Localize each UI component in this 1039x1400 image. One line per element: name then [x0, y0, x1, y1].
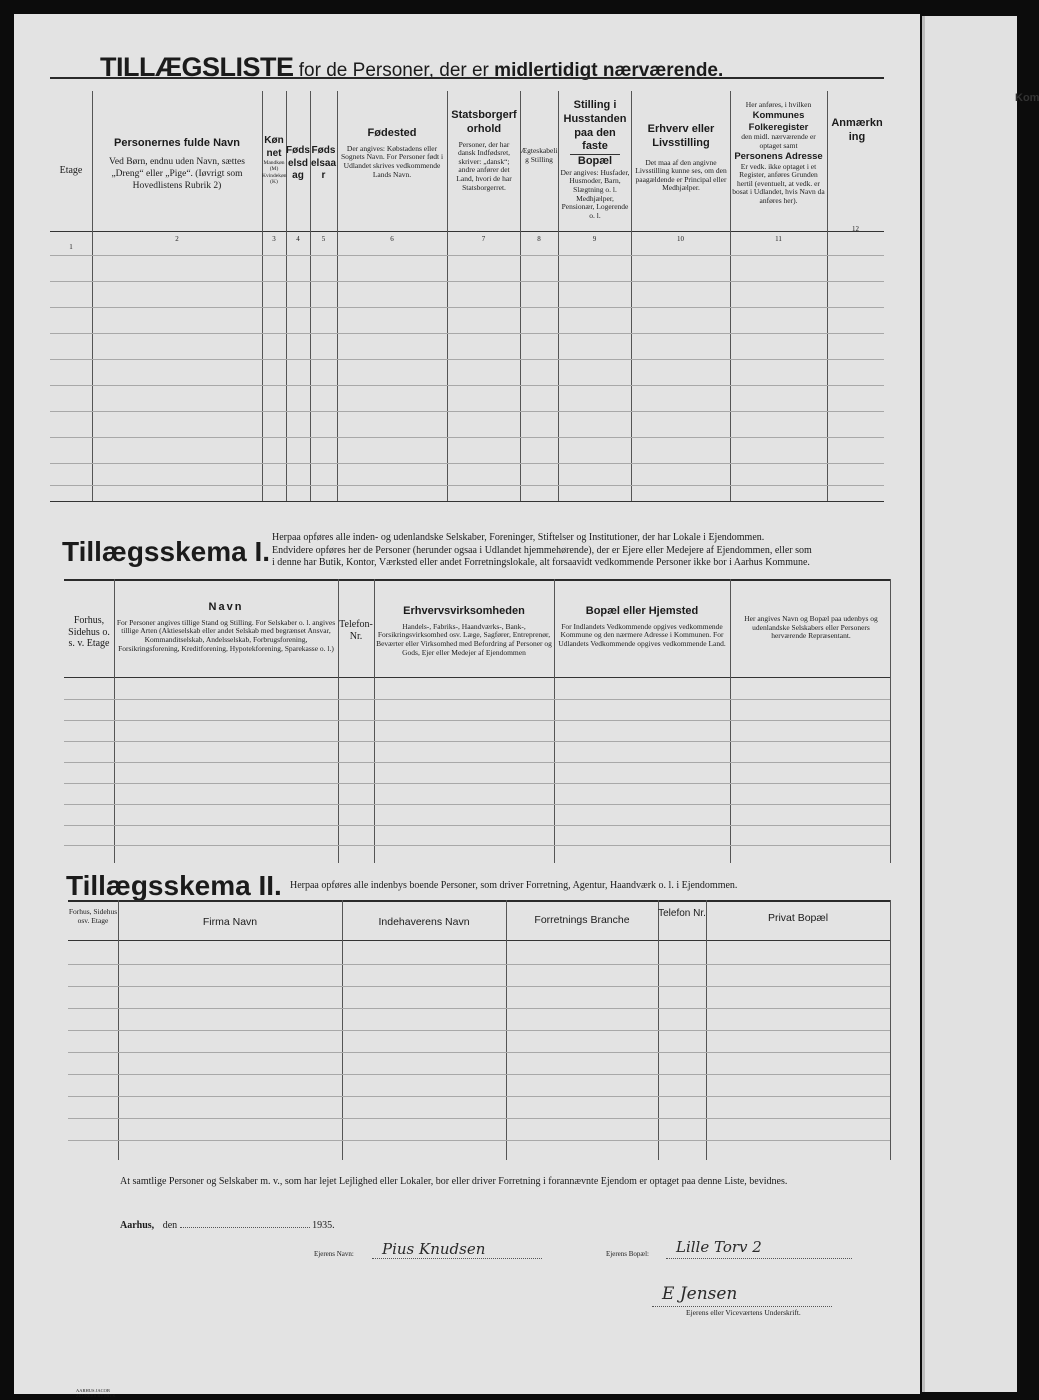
col-dag-header: Fødselsdag [286, 145, 310, 181]
page-title: TILLÆGSLISTE for de Personer, der er midlertidigt nærværende. [100, 52, 724, 82]
col-num: 3 [272, 235, 276, 243]
col-navn-header: Personernes fulde Navn Ved Børn, endnu uden Navn, sættes „Dreng“ eller „Pige“. (Iøvrigt som Hovedlistens Rubrik 2) [109, 137, 245, 191]
s2-col-indehaver-header: Indehaverens Navn [378, 916, 470, 928]
col-num: 8 [537, 235, 541, 243]
skema1-title: Tillægsskema I. [62, 536, 271, 567]
form-sheet [14, 14, 920, 1399]
s2-col-branche-header: Forretnings Branche [534, 914, 630, 926]
skema2-table [68, 900, 890, 1160]
col-num: 5 [321, 235, 326, 243]
col-num: 11 [775, 235, 782, 243]
skema1-table [64, 579, 890, 863]
s2-col-privat-header: Privat Bopæl [767, 912, 829, 924]
col-etage-header: Etage [59, 165, 83, 176]
date-line: Aarhus, den 1935. [120, 1220, 335, 1231]
printer-mark: AARHUS JACOB ZEUNERS BYTRYK [76, 1388, 116, 1399]
col-num: 9 [592, 235, 597, 243]
s1-col-repr-header: Her angives Navn og Bopæl paa udenbys og udenlandske Selskabers eller Personers herværende Repræsentant. [744, 614, 878, 641]
attestation-text: At samtlige Personer og Selskaber m. v., som har lejet Lejlighed eller Lokaler, bor eller driver Forretning i forannævnte Ejendom er optaget paa denne Liste, bevidnes. [120, 1176, 788, 1187]
address-label: Ejerens Bopæl: [606, 1250, 649, 1258]
col-erhverv-header: Erhverv eller Livsstilling Det maa af den angivne Livsstilling kunne ses, om den paagældende er Principal eller Medhjælper. [635, 123, 727, 193]
col-aar-header: Fødselsaar [310, 145, 337, 181]
s1-col-navn-header: Navn For Personer angives tillige Stand og Stilling. For Selskaber o. l. angives tillige Arten (Aktieselskab eller andet Selskab med begrænset Ansvar, Kommanditselskab, Andelsselskab, Forbrugsforening, Forsikringsforening, Kreditforening, Hypotekforening, Sparekasse o. l.) [116, 601, 336, 653]
col-stats-header: Statsborgerforhold Personer, der har dansk Indfødsret, skriver: „dansk“; andre anfører det Land, hvori de har Statsborgerret. [451, 109, 517, 192]
col-num: 7 [481, 235, 486, 243]
col-fodested-header: Fødested Der angives: Købstadens eller Sognets Navn. For Personer født i Udlandet skrives vedkommende Lands Navn. [340, 127, 444, 179]
owner-name: Pius Knudsen [382, 1240, 486, 1258]
s2-col-forhus-header: Forhus, Sidehus osv. Etage [68, 907, 118, 925]
col-num: 1 [69, 243, 73, 251]
next-page-text: Kom [1015, 92, 1039, 104]
skema2-description: Herpaa opføres alle indenbys boende Personer, som driver Forretning, Agentur, Haandværk o. l. i Ejendommen. [290, 880, 738, 891]
s1-col-telefon-header: Telefon-Nr. [339, 619, 373, 642]
s1-col-bopael-header: Bopæl eller Hjemsted For Indlandets Vedkommende opgives vedkommende Kommune og den nærmere Adresse i Kommunen. For Udlandets Vedkommende opgives vedkommende Land. [558, 605, 726, 648]
skema1-description: Herpaa opføres alle inden- og udenlandske Selskaber, Foreninger, Stiftelser og Institutioner, der har Lokale i Ejendommen. Endvidere opføres her de Personer (herunder ogsaa i Udlandet hjemmehørende), der er Ejere eller Medejere af Ejendommen, eller som i denne har Butik, Kontor, Værksted eller andet Forretningslokale, alt forsaavidt vedkommende Personer ikke bor i Aarhus Kommune. [272, 532, 812, 568]
s1-col-forhus-header: Forhus, Sidehus o. s. v. Etage [68, 615, 110, 649]
owner-label: Ejerens Navn: [314, 1250, 354, 1258]
col-anmaerkning-header: Anmærkning [831, 117, 883, 143]
skema2-title: Tillægsskema II. [66, 870, 282, 901]
col-num: 4 [296, 235, 300, 243]
col-stilling-header: Stilling i Husstanden paa den faste Bopæl Der angives: Husfader, Husmoder, Barn, Slægtning o. l. Medhjælper, Pensionær, Logerende o. l. [560, 99, 630, 220]
col-register-header: Her anføres, i hvilken Kommunes Folkeregister den midl. nærværende er optaget samt Personens Adresse Er vedk. ikke optaget i et Register, anføres Grunden hertil (eventuelt, at vedk. er bosat i Udlandet, hvis Navn da anføres her). [732, 100, 825, 205]
col-aegte-header: Ægteskabelig Stilling [520, 146, 558, 164]
col-num: 6 [390, 235, 394, 243]
col-num: 10 [677, 235, 684, 243]
signature: E Jensen [662, 1284, 738, 1304]
owner-address: Lille Torv 2 [676, 1238, 762, 1256]
signature-label: Ejerens eller Viceværtens Underskrift. [686, 1308, 801, 1317]
col-num: 12 [852, 225, 859, 233]
next-page-edge [922, 16, 1039, 1392]
col-num: 2 [175, 235, 179, 243]
s2-col-firma-header: Firma Navn [202, 916, 258, 928]
s1-col-erhverv-header: Erhvervsvirksomheden Handels-, Fabriks-, Haandværks-, Bank-, Forsikringsvirksomhed osv. Læge, Sagfører, Entreprenør, Beværter eller Virksomhed med Befordring af Personer og Gods, Ejer eller Medejer af Ejendommen [376, 605, 552, 657]
tillaegsliste-table [50, 77, 884, 501]
col-kon-header: Kønnet Mandkøn (M) Kvindekøn (K) [262, 135, 287, 185]
s2-col-telefon-header: Telefon Nr. [658, 908, 706, 919]
